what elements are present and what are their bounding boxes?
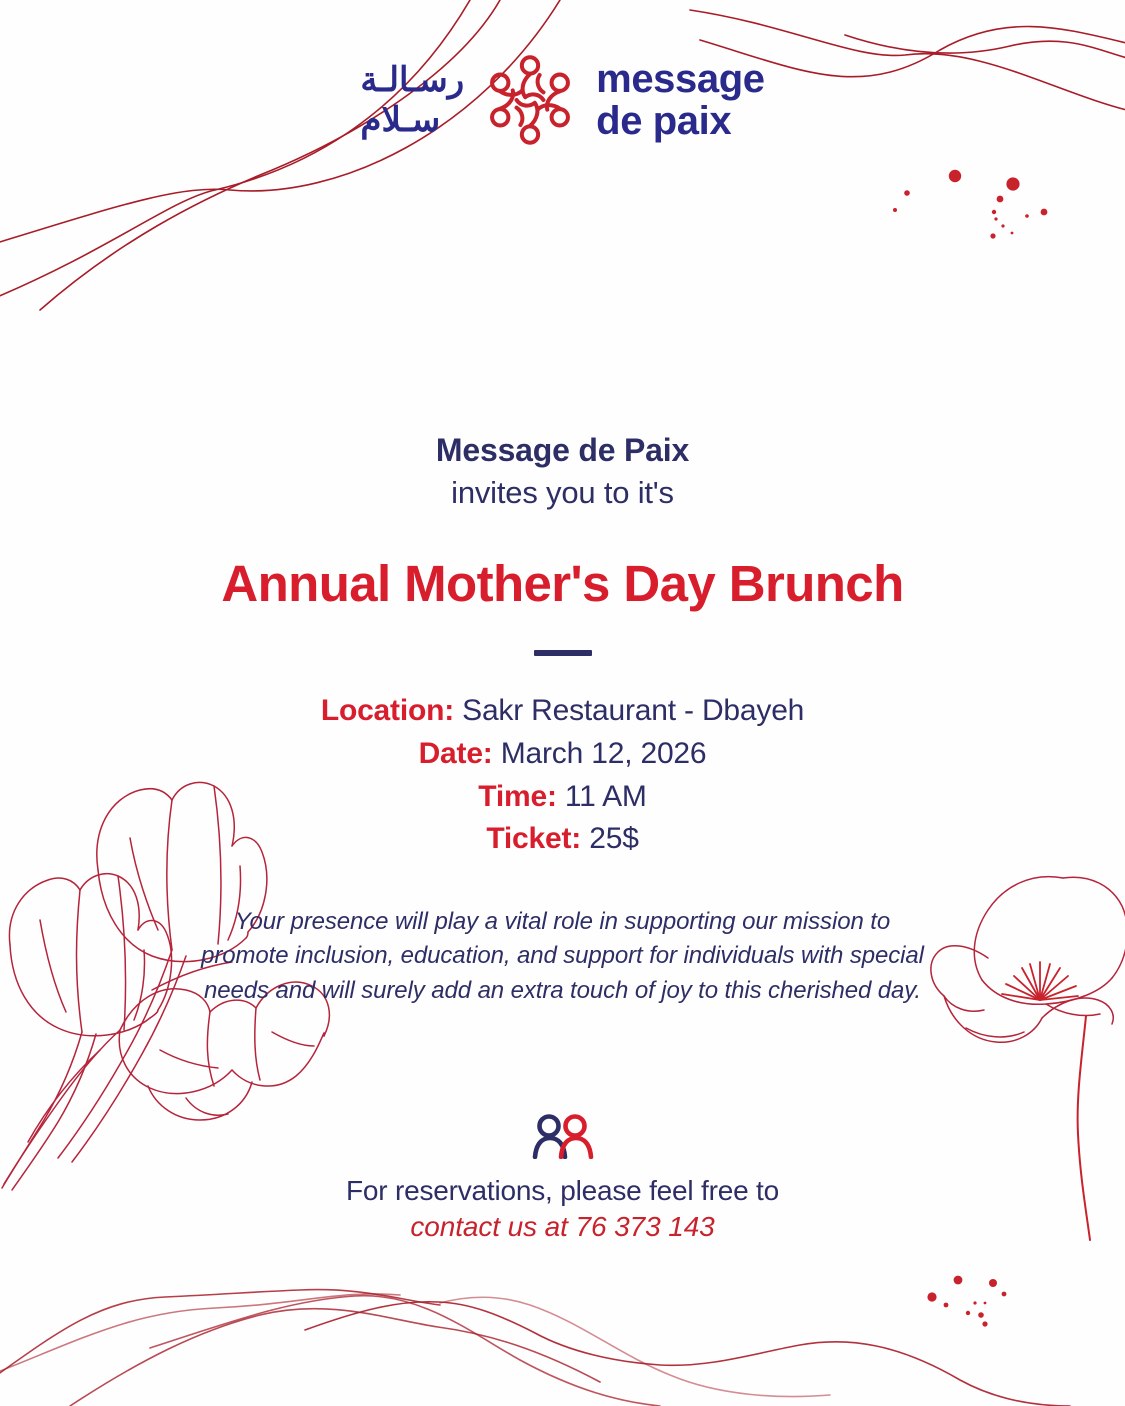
detail-row-date <box>0 733 1125 776</box>
bottom-curve-b <box>0 1294 400 1375</box>
reservation-section <box>0 1113 1125 1243</box>
logo-arabic-line-1: رسـالـة <box>360 60 465 99</box>
bottom-right-speckles <box>927 1276 1006 1327</box>
logo-word-line-1: message <box>596 57 765 101</box>
detail-value-time: 11 AM <box>564 779 647 813</box>
top-right-speckles <box>893 170 1047 239</box>
detail-label-date: Date: <box>418 736 493 770</box>
detail-value-location: Sakr Restaurant - Dbayeh <box>462 694 805 728</box>
brand-logo <box>0 52 1125 148</box>
top-left-curve-1 <box>0 0 470 300</box>
two-people-icon <box>532 1113 594 1159</box>
bottom-curve-c <box>70 1309 600 1406</box>
contact-phone-text[interactable]: contact us at 76 373 143 <box>410 1211 715 1243</box>
bottom-curve-e <box>305 1302 1070 1406</box>
bottom-curve-d <box>150 1296 660 1406</box>
detail-label-location: Location: <box>320 694 454 728</box>
logo-arabic-text <box>360 60 464 140</box>
detail-label-time: Time: <box>478 779 557 813</box>
detail-label-ticket: Ticket: <box>486 822 582 856</box>
event-title: Annual Mother's Day Brunch <box>221 555 904 613</box>
detail-value-date: March 12, 2026 <box>500 736 707 770</box>
logo-arabic-line-2: سـلام <box>360 101 441 139</box>
invitation-subtitle: invites you to it's <box>451 474 674 510</box>
invitation-content <box>0 430 1125 1008</box>
title-divider <box>534 650 592 656</box>
detail-row-ticket <box>0 818 1125 861</box>
bottom-curve-f <box>440 1297 830 1396</box>
detail-row-location <box>0 690 1125 733</box>
logo-word-line-2: de paix <box>596 99 732 143</box>
detail-row-time <box>0 776 1125 819</box>
network-people-circle-icon <box>482 52 578 148</box>
reservation-text: For reservations, please feel free to <box>345 1175 780 1206</box>
top-left-curve-3 <box>40 0 500 310</box>
inviting-organization: Message de Paix <box>435 432 690 468</box>
detail-value-ticket: 25$ <box>589 822 639 856</box>
logo-wordmark <box>596 58 764 142</box>
mission-blurb: Your presence will play a vital role in supporting our mission to promote inclusion, education, and support for individuals with special needs and will surely add an extra touch of joy to this cherished day. <box>201 907 924 1004</box>
bottom-curve-a <box>0 1290 440 1380</box>
event-details <box>0 690 1125 860</box>
